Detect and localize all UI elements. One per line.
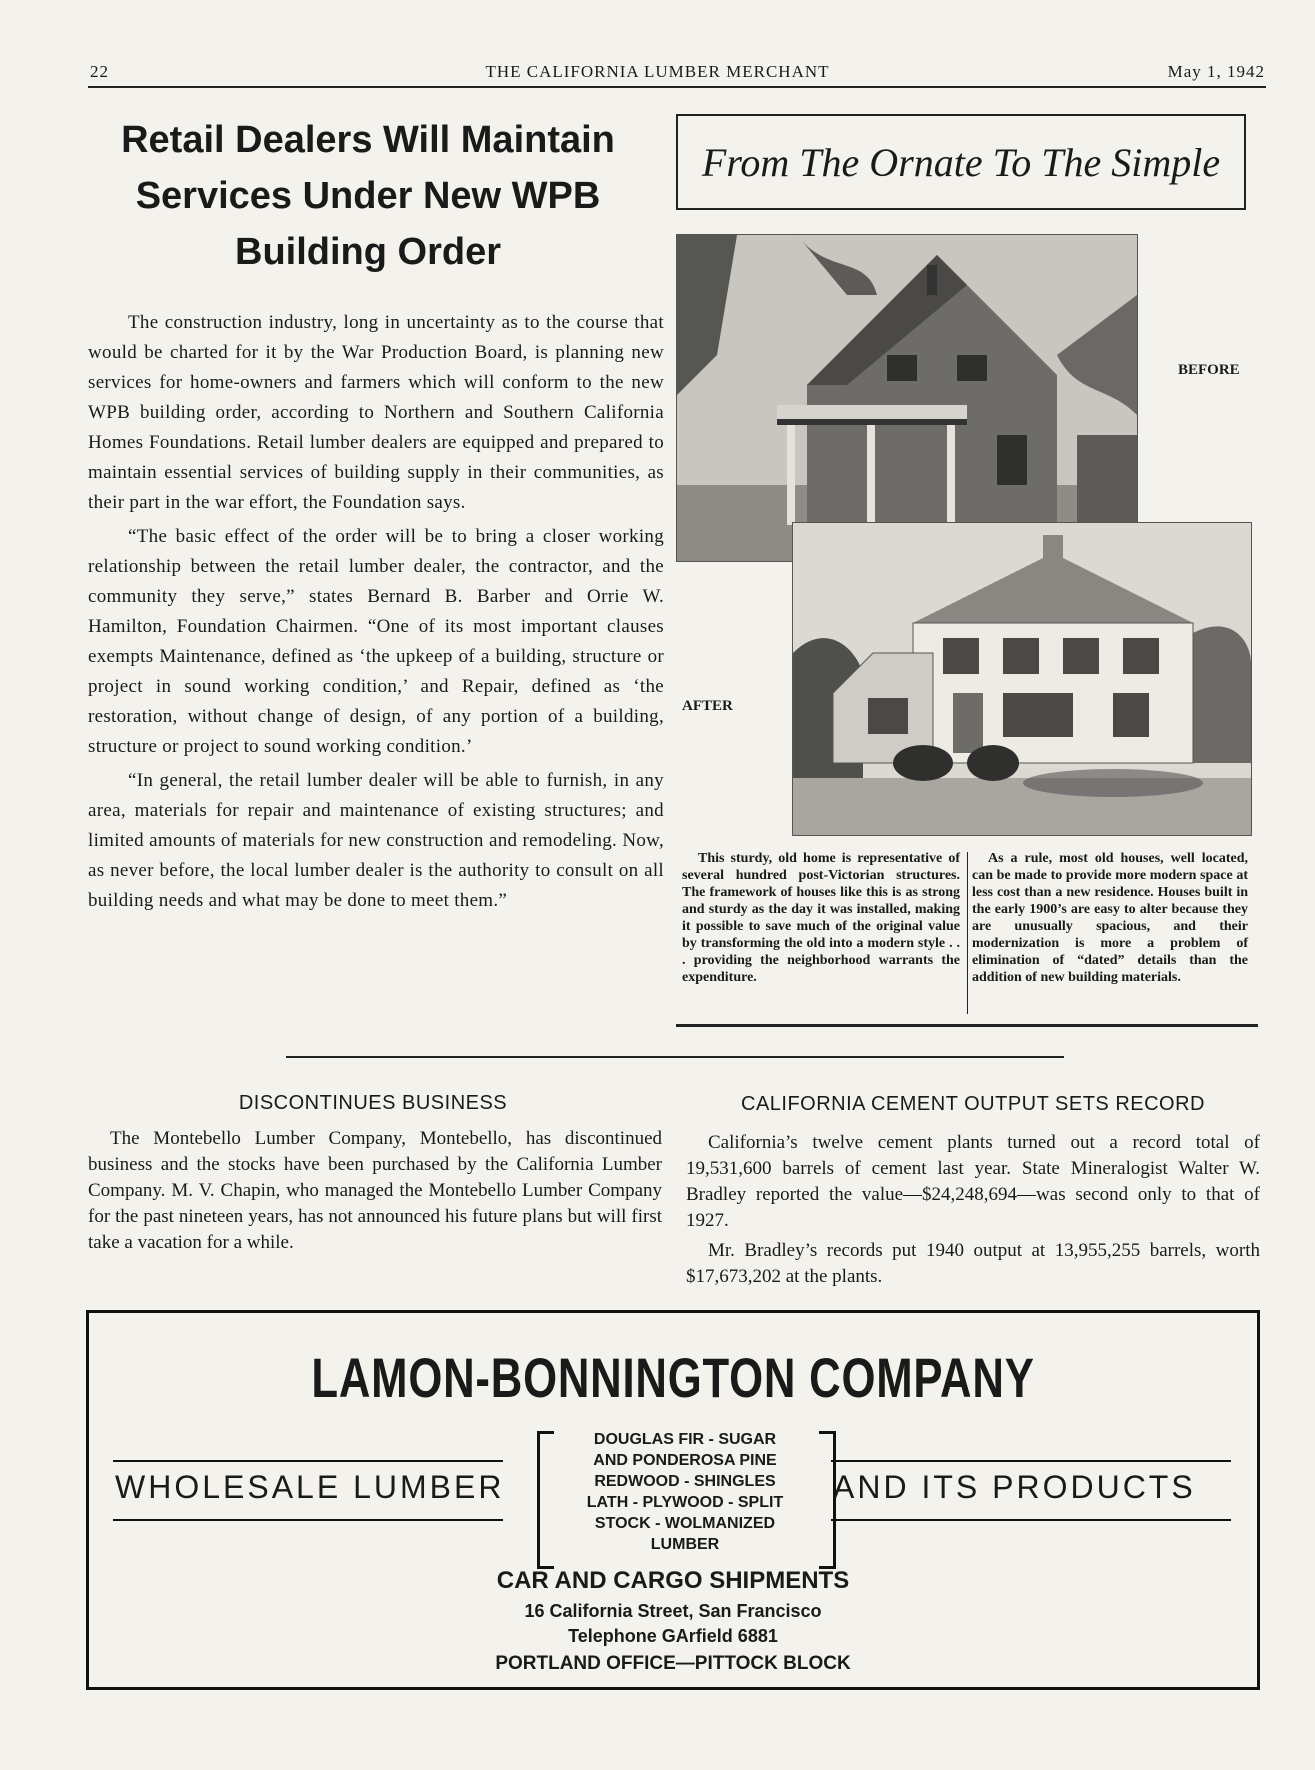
after-label: AFTER xyxy=(682,698,733,714)
publication-title: THE CALIFORNIA LUMBER MERCHANT xyxy=(485,62,830,81)
lamon-bonnington-ad xyxy=(86,1310,1260,1690)
caption-right: As a rule, most old houses, well located, can be made to provide more modern space at less cost than a new residence. Houses built in the early 1900’s are easy to alter because they are unusually spacious, and their modernization is more a problem of elimination of “dated” details than the addition of new building materials. xyxy=(972,851,1248,985)
ad-company-name: LAMON-BONNINGTON COMPANY xyxy=(311,1346,1035,1409)
discontinues-heading: DISCONTINUES BUSINESS xyxy=(238,1092,508,1114)
ad-product-list xyxy=(555,1429,815,1555)
cement-body: California’s twelve cement plants turned out a record total of 19,531,600 barrels of cement last year. State Mineralogist Walter W. Bradley reported the value—$24,248,694—was second only to that of 1927. Mr. Bradley’s records put 1940 output at 13,955,255 barrels, worth $17,673,202 at the plants. xyxy=(686,1132,1260,1287)
article-title: Retail Dealers Will Maintain Services Under New WPB Building Order xyxy=(121,119,615,273)
product-line: LUMBER xyxy=(650,1536,720,1553)
before-photo xyxy=(676,234,1138,562)
ad-shipments: CAR AND CARGO SHIPMENTS xyxy=(496,1567,850,1594)
ad-right-rule-bottom xyxy=(831,1519,1231,1521)
product-line: AND PONDEROSA PINE xyxy=(593,1452,777,1469)
after-photo xyxy=(792,522,1252,836)
discontinues-body: The Montebello Lumber Company, Montebello, has discontinued business and the stocks have been purchased by the California Lumber Company. M. V. Chapin, who managed the Montebello Lumber Company for the past nineteen years, has not announced his future plans but will first take a vacation for a while. xyxy=(88,1128,662,1253)
article-body xyxy=(88,308,664,920)
article-paragraph: “The basic effect of the order will be to bring a closer working relationship between the retail lumber dealer, the contractor, and the community they serve,” states Bernard B. Barber and Orrie W. Hamilton, Foundation Chairmen. “One of its most important clauses exempts Maintenance, defined as ‘the upkeep of a building, structure or project in sound working condition,’ and Repair, defined as ‘the restoration, without change of design, of any portion of a building, structure or project to sound working condition.’ xyxy=(88,526,664,757)
ad-left-text: WHOLESALE LUMBER xyxy=(115,1469,505,1505)
feature-title: From The Ornate To The Simple xyxy=(701,139,1221,185)
ad-bracket-left xyxy=(537,1431,554,1569)
product-line: REDWOOD - SHINGLES xyxy=(594,1473,776,1490)
feature-title-box xyxy=(676,114,1246,210)
ad-right-rule-top xyxy=(831,1460,1231,1462)
ad-portland-office: PORTLAND OFFICE—PITTOCK BLOCK xyxy=(495,1653,851,1674)
header-rule xyxy=(88,86,1266,88)
old-house-illustration xyxy=(677,235,1137,561)
cement-heading: CALIFORNIA CEMENT OUTPUT SETS RECORD xyxy=(741,1093,1205,1115)
ad-left-rule-bottom xyxy=(113,1519,503,1521)
page-number: 22 xyxy=(90,62,109,81)
ad-address: 16 California Street, San Francisco xyxy=(524,1601,822,1621)
caption-divider xyxy=(967,852,968,1014)
ad-telephone: Telephone GArfield 6881 xyxy=(568,1626,778,1646)
product-line: DOUGLAS FIR - SUGAR xyxy=(593,1431,777,1448)
article-paragraph: The construction industry, long in uncertainty as to the course that would be charted for it by the War Production Board, is planning new services for home-owners and farmers which will conform to the new WPB building order, according to Northern and Southern California Homes Foundations. Retail lumber dealers are equipped and prepared to maintain essential services of building supply in their communities, as their part in the war effort, the Foundation says. xyxy=(88,312,664,513)
modern-house-illustration xyxy=(793,523,1251,835)
before-label: BEFORE xyxy=(1178,362,1240,378)
product-line: LATH - PLYWOOD - SPLIT xyxy=(586,1494,784,1511)
issue-date: May 1, 1942 xyxy=(1167,62,1265,81)
feature-bottom-rule xyxy=(676,1024,1258,1027)
product-line: STOCK - WOLMANIZED xyxy=(594,1515,776,1532)
caption-left: This sturdy, old home is representative of several hundred post-Victorian structures. The framework of houses like this is as strong and sturdy as the day it was installed, making it possible to save much of the original value by transforming the old into a modern style . . . providing the neighborhood warrants the expenditure. xyxy=(682,851,960,985)
ad-left-rule-top xyxy=(113,1460,503,1462)
section-divider xyxy=(286,1056,1064,1058)
article-paragraph: “In general, the retail lumber dealer will be able to furnish, in any area, materials for repair and maintenance of existing structures; and limited amounts of materials for new construction and remodeling. Now, as never before, the local lumber dealer is the authority to consult on all building needs and what may be done to meet them.” xyxy=(88,770,664,911)
ad-right-text: AND ITS PRODUCTS xyxy=(833,1469,1196,1505)
